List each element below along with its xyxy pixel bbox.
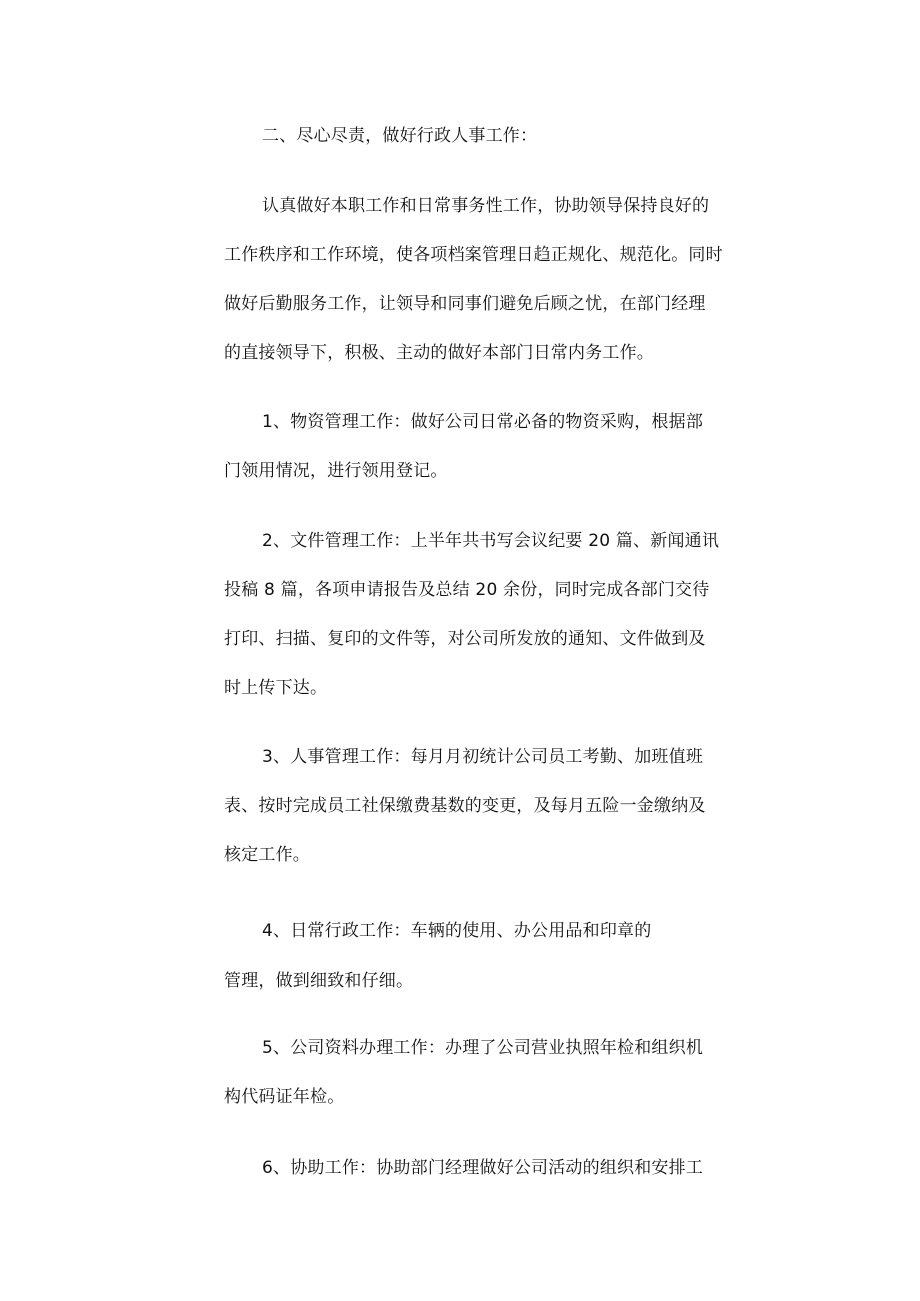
paragraph-line: 门领用情况，进行领用登记。 [224, 461, 448, 481]
paragraph-line: 3、人事管理工作：每月月初统计公司员工考勤、加班值班 [262, 747, 704, 767]
paragraph-line: 2、文件管理工作：上半年共书写会议纪要 20 篇、新闻通讯 [262, 531, 720, 551]
paragraph-line: 5、公司资料办理工作：办理了公司营业执照年检和组织机 [262, 1038, 704, 1058]
paragraph-line: 工作秩序和工作环境，使各项档案管理日趋正规化、规范化。同时 [224, 245, 723, 265]
paragraph-line: 打印、扫描、复印的文件等，对公司所发放的通知、文件做到及 [224, 629, 706, 649]
paragraph-line: 6、协助工作：协助部门经理做好公司活动的组织和安排工 [262, 1158, 704, 1178]
paragraph-line: 表、按时完成员工社保缴费基数的变更，及每月五险一金缴纳及 [224, 796, 706, 816]
paragraph-line: 做好后勤服务工作，让领导和同事们避免后顾之忧，在部门经理 [224, 294, 706, 314]
paragraph-line: 核定工作。 [224, 845, 310, 865]
paragraph-line: 投稿 8 篇，各项申请报告及总结 20 余份，同时完成各部门交待 [224, 580, 710, 600]
paragraph-line: 管理，做到细致和仔细。 [224, 971, 414, 991]
paragraph-line: 1、物资管理工作：做好公司日常必备的物资采购，根据部 [262, 412, 704, 432]
paragraph-line: 的直接领导下，积极、主动的做好本部门日常内务工作。 [224, 343, 654, 363]
paragraph-line: 4、日常行政工作：车辆的使用、办公用品和印章的 [262, 921, 652, 941]
paragraph-line: 时上传下达。 [224, 678, 328, 698]
paragraph-line: 构代码证年检。 [224, 1087, 345, 1107]
section-heading: 二、尽心尽责，做好行政人事工作： [262, 126, 538, 146]
paragraph-line: 认真做好本职工作和日常事务性工作，协助领导保持良好的 [262, 196, 710, 216]
